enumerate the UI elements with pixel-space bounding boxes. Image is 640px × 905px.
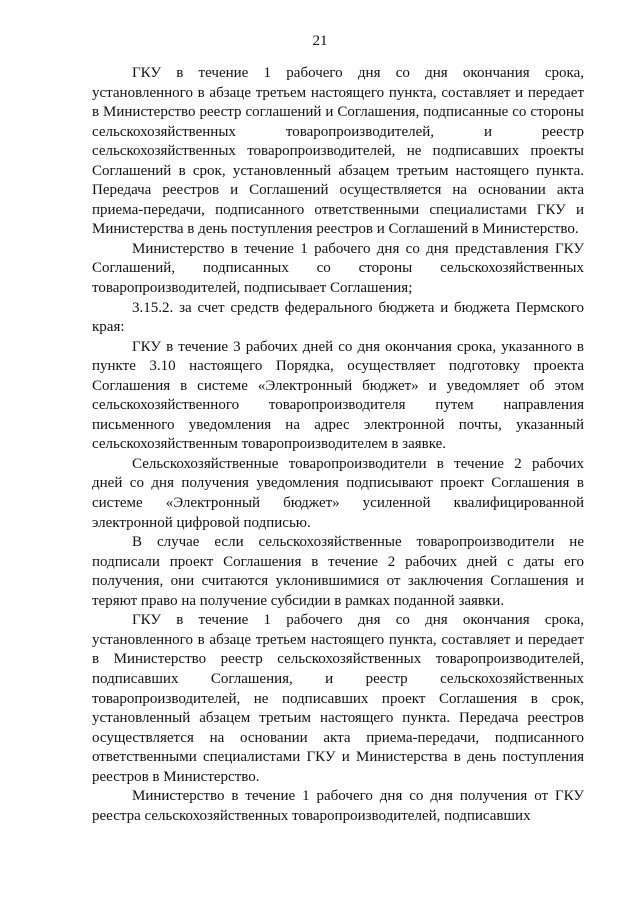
paragraph-gku-registry-transfer-2: ГКУ в течение 1 рабочего дня со дня окончания срока, установленного в абзаце третьем настоящего пункта, составляет и передает в Министерство реестр сельскохозяйственных товаропроизводителей, подписавших Соглашения, и реестр сельскохозяйственных товаропроизводителей, не подписавших проект Соглашения в срок, установленный абзацем третьим настоящего пункта. Передача реестров осуществляется на основании акта приема-передачи, подписанного ответственными специалистами ГКУ и Министерства в день поступления реестров в Министерство. xyxy=(92,612,584,785)
paragraph-ministry-receives: Министерство в течение 1 рабочего дня со дня получения от ГКУ реестра сельскохозяйственных товаропроизводителей, подписавших xyxy=(92,788,584,824)
paragraph-gku-prepares-draft: ГКУ в течение 3 рабочих дней со дня окончания срока, указанного в пункте 3.10 настоящего Порядка, осуществляет подготовку проекта Соглашения в системе «Электронный бюджет» и уведомляет об этом сельскохозяйственного товаропроизводителя путем направления письменного уведомления на адрес электронной почты, указанный сельскохозяйственным товаропроизводителем в заявке. xyxy=(92,338,584,453)
paragraph-gku-registry-transfer: ГКУ в течение 1 рабочего дня со дня окончания срока, установленного в абзаце третьем настоящего пункта, составляет и передает в Министерство реестр соглашений и Соглашения, подписанные со стороны сельскохозяйственных товаропроизводителей, и реестр сельскохозяйственных товаропроизводителей, не подписавших проекты Соглашений в срок, установленный абзацем третьим настоящего пункта. Передача реестров и Соглашений осуществляется на основании акта приема-передачи, подписанного ответственными специалистами ГКУ и Министерства в день поступления реестров и Соглашений в Министерство. xyxy=(92,65,584,238)
document-body xyxy=(92,64,584,826)
paragraph-clause-3-15-2: 3.15.2. за счет средств федерального бюджета и бюджета Пермского края: xyxy=(92,299,584,336)
page-number: 21 xyxy=(312,33,328,49)
paragraph-ministry-signs: Министерство в течение 1 рабочего дня со дня представления ГКУ Соглашений, подписанных со стороны сельскохозяйственных товаропроизводителей, подписывает Соглашения; xyxy=(92,240,584,297)
paragraph-producers-sign: Сельскохозяйственные товаропроизводители в течение 2 рабочих дней со дня получения уведомления подписывают проект Соглашения в системе «Электронный бюджет» усиленной квалифицированной электронной цифровой подписью. xyxy=(92,455,584,531)
paragraph-evasion-case: В случае если сельскохозяйственные товаропроизводители не подписали проект Соглашения в течение 2 рабочих дней с даты его получения, они считаются уклонившимися от заключения Соглашения и теряют право на получение субсидии в рамках поданной заявки. xyxy=(92,534,584,609)
